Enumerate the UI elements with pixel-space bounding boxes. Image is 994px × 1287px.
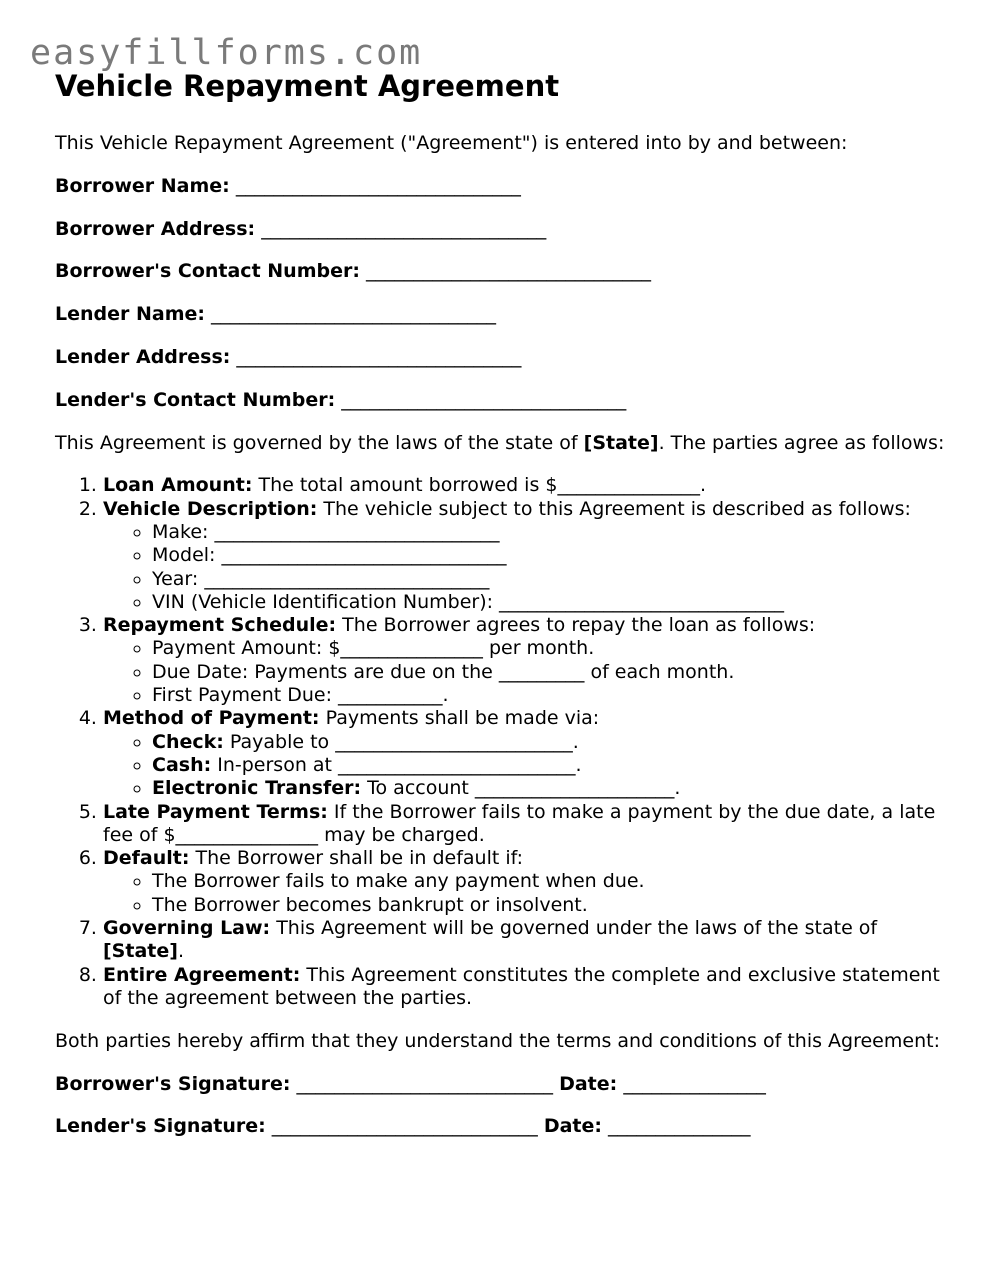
term-loan-amount: 1. Loan Amount: The total amount borrowed is $_______________. bbox=[103, 474, 955, 497]
borrower-contact-field: Borrower's Contact Number: ______________________________ bbox=[55, 260, 651, 283]
term-entire-agreement: 8. Entire Agreement: This Agreement constitutes the complete and exclusive statement of the agreement between the parties. bbox=[103, 964, 955, 1011]
lender-signature-blank[interactable]: ____________________________ bbox=[271, 1115, 538, 1138]
lender-signature-line: Lender's Signature: ____________________________ Date: _______________ bbox=[55, 1115, 751, 1138]
borrower-name-field: Borrower Name: ______________________________ bbox=[55, 174, 521, 197]
borrower-contact-blank[interactable]: ______________________________ bbox=[366, 260, 651, 283]
affirm-paragraph: Both parties hereby affirm that they understand the terms and conditions of this Agreement: bbox=[55, 1029, 940, 1052]
vehicle-details-list bbox=[103, 521, 955, 614]
page-title: Vehicle Repayment Agreement bbox=[55, 69, 560, 103]
payment-methods-list bbox=[103, 731, 955, 801]
borrower-signature-blank[interactable]: ___________________________ bbox=[296, 1072, 554, 1095]
term-repayment-schedule: 3. Repayment Schedule: The Borrower agrees to repay the loan as follows: ◦ Payment Amount: $_______________ per month. ◦ Due Date: Payments are due on the _________ of each month. ◦ First Payment Due: ___________. bbox=[103, 614, 955, 707]
list-item: ◦ First Payment Due: ___________. bbox=[152, 684, 955, 707]
list-item: ◦ Model: ______________________________ bbox=[152, 544, 955, 567]
term-method-of-payment: 4. Method of Payment: Payments shall be made via: ◦ Check: Payable to _________________________. ◦ Cash: In-person at _________________________. ◦ Electronic Transfer: To account _____________________. bbox=[103, 707, 955, 800]
lender-name-blank[interactable]: ______________________________ bbox=[211, 303, 497, 326]
governing-paragraph: This Agreement is governed by the laws of the state of [State]. The parties agree as follows: bbox=[55, 431, 945, 454]
default-conditions-list bbox=[103, 870, 955, 917]
list-item: ◦ Make: ______________________________ bbox=[152, 521, 955, 544]
term-governing-law: 7. Governing Law: This Agreement will be governed under the laws of the state of [State]. bbox=[103, 917, 955, 964]
list-item: ◦ The Borrower fails to make any payment when due. bbox=[152, 870, 955, 893]
borrower-address-blank[interactable]: ______________________________ bbox=[261, 217, 547, 240]
list-item: ◦ The Borrower becomes bankrupt or insolvent. bbox=[152, 894, 955, 917]
lender-contact-blank[interactable]: ______________________________ bbox=[341, 388, 627, 411]
term-late-payment: 5. Late Payment Terms: If the Borrower fails to make a payment by the due date, a late fee of $_______________ may be charged. bbox=[103, 801, 955, 848]
lender-name-field: Lender Name: ______________________________ bbox=[55, 303, 497, 326]
term-vehicle-description: 2. Vehicle Description: The vehicle subject to this Agreement is described as follows: ◦ Make: ______________________________ ◦ Model: ______________________________ ◦ Year: ______________________________ ◦ VIN (Vehicle Identification Number): ______________________________ bbox=[103, 498, 955, 614]
repayment-list bbox=[103, 637, 955, 707]
borrower-date-blank[interactable]: _______________ bbox=[623, 1072, 766, 1095]
watermark: easyfillforms.com bbox=[30, 33, 423, 73]
lender-contact-field: Lender's Contact Number: ______________________________ bbox=[55, 388, 627, 411]
term-default: 6. Default: The Borrower shall be in default if: ◦ The Borrower fails to make any payment when due. ◦ The Borrower becomes bankrupt or insolvent. bbox=[103, 847, 955, 917]
borrower-signature-line: Borrower's Signature: ___________________________ Date: _______________ bbox=[55, 1072, 766, 1095]
list-item: ◦ Check: Payable to _________________________. bbox=[152, 731, 955, 754]
borrower-name-blank[interactable]: ______________________________ bbox=[235, 174, 521, 197]
lender-address-field: Lender Address: ______________________________ bbox=[55, 345, 522, 368]
list-item: ◦ Cash: In-person at _________________________. bbox=[152, 754, 955, 777]
lender-date-blank[interactable]: _______________ bbox=[608, 1115, 751, 1138]
list-item: ◦ Payment Amount: $_______________ per month. bbox=[152, 637, 955, 660]
intro-paragraph: This Vehicle Repayment Agreement ("Agreement") is entered into by and between: bbox=[55, 132, 848, 154]
list-item: ◦ Electronic Transfer: To account _____________________. bbox=[152, 777, 955, 800]
lender-address-blank[interactable]: ______________________________ bbox=[236, 345, 522, 368]
list-item: ◦ VIN (Vehicle Identification Number): ______________________________ bbox=[152, 591, 955, 614]
document-page bbox=[55, 66, 955, 1158]
list-item: ◦ Year: ______________________________ bbox=[152, 568, 955, 591]
terms-list bbox=[55, 474, 955, 1010]
borrower-address-field: Borrower Address: ______________________________ bbox=[55, 217, 547, 240]
list-item: ◦ Due Date: Payments are due on the _________ of each month. bbox=[152, 661, 955, 684]
